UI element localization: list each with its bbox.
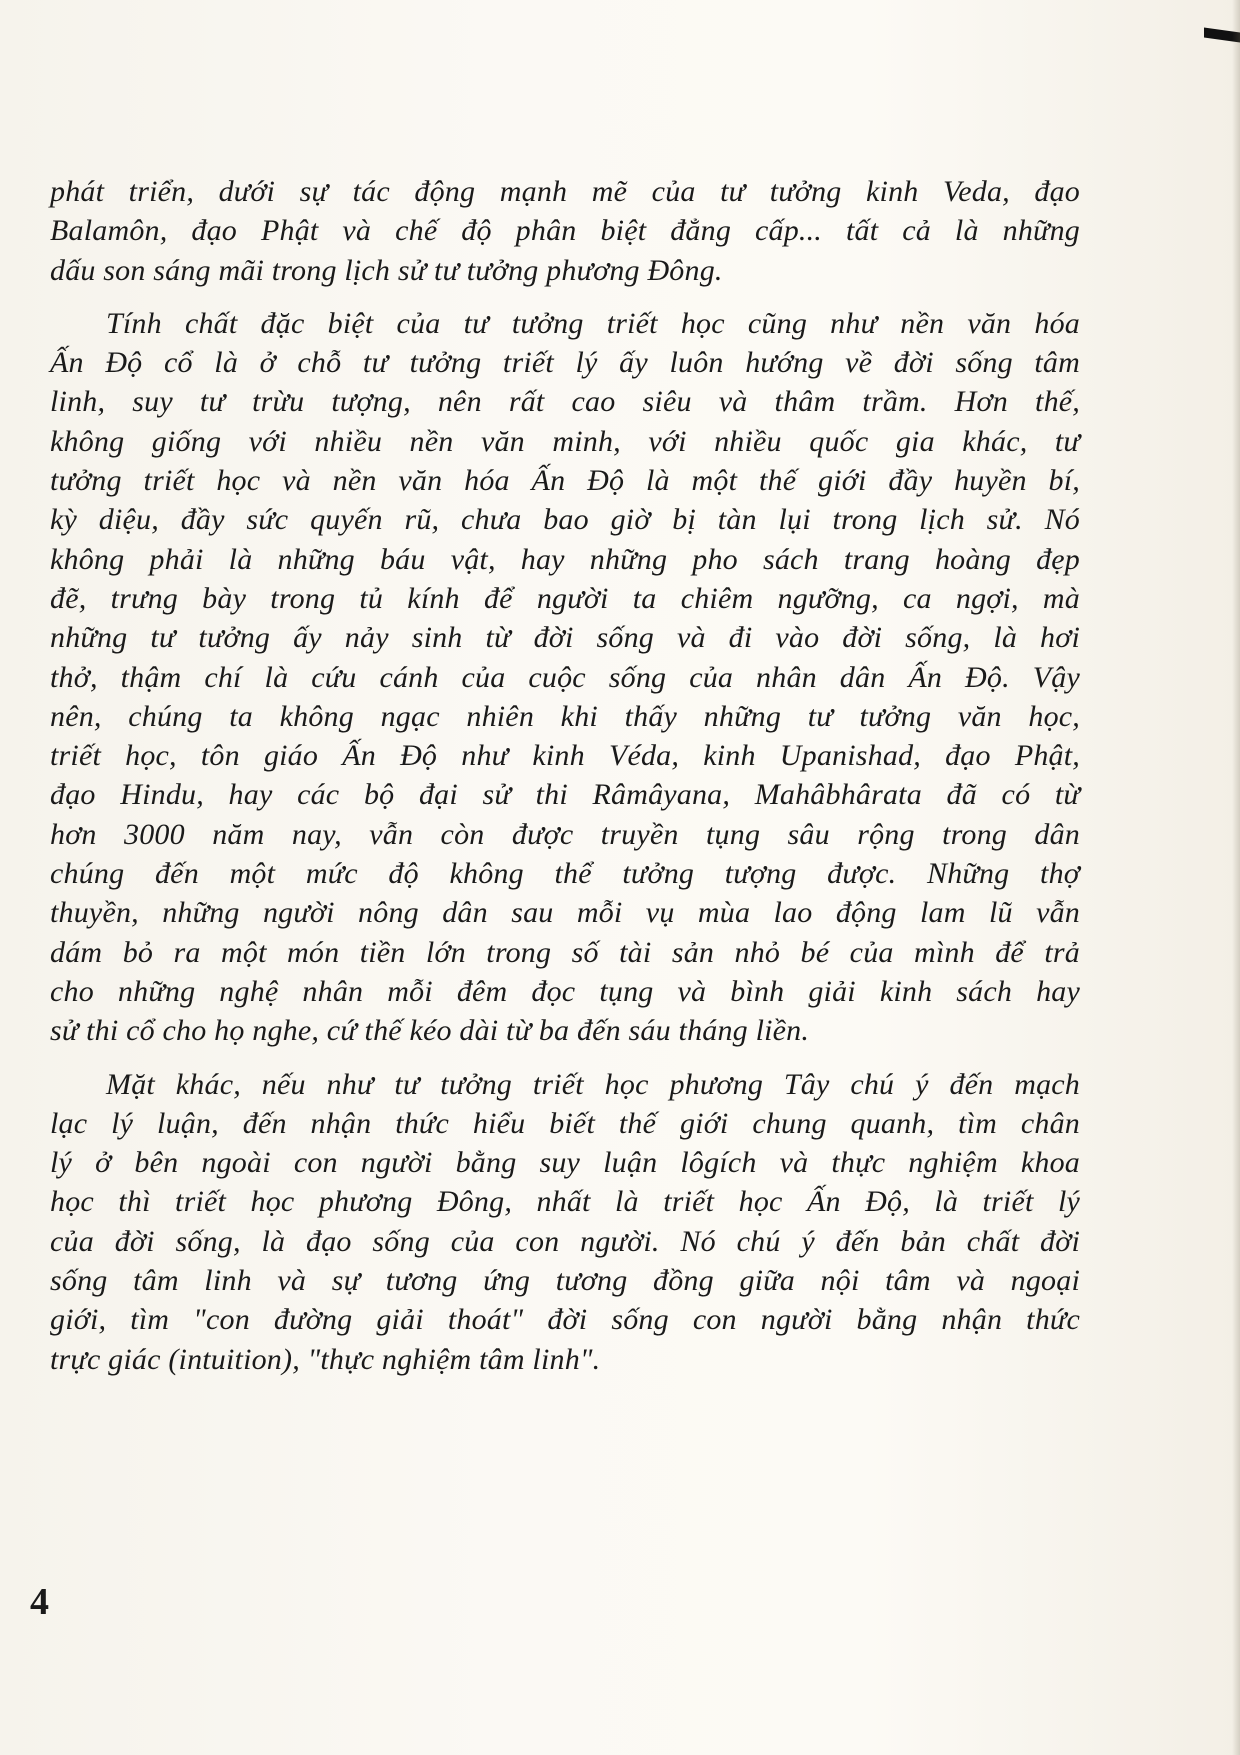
- text-line: của đời sống, là đạo sống của con người. Nó chú ý đến bản chất đời: [50, 1224, 1080, 1258]
- text-line: học thì triết học phương Đông, nhất là triết học Ấn Độ, là triết lý: [50, 1185, 1080, 1219]
- text-line: đẽ, trưng bày trong tủ kính để người ta chiêm ngưỡng, ca ngợi, mà: [50, 581, 1080, 615]
- page-number: 4: [30, 1581, 49, 1623]
- text-line: tưởng triết học và nền văn hóa Ấn Độ là một thế giới đầy huyền bí,: [50, 464, 1080, 498]
- text-line: không phải là những báu vật, hay những pho sách trang hoàng đẹp: [50, 542, 1080, 576]
- text-line: sử thi cổ cho họ nghe, cứ thế kéo dài từ ba đến sáu tháng liền.: [50, 1014, 810, 1048]
- body-text: [50, 172, 1080, 1379]
- text-line: phát triển, dưới sự tác động mạnh mẽ của tư tưởng kinh Veda, đạo: [50, 175, 1080, 208]
- text-line: triết học, tôn giáo Ấn Độ như kinh Véda, kinh Upanishad, đạo Phật,: [50, 739, 1080, 773]
- text-line: Mặt khác, nếu như tư tưởng triết học phương Tây chú ý đến mạch: [106, 1067, 1080, 1101]
- paragraph-2: [50, 304, 1080, 1051]
- text-line: dám bỏ ra một món tiền lớn trong số tài sản nhỏ bé của mình để trả: [50, 935, 1080, 969]
- text-line: Ấn Độ cổ là ở chỗ tư tưởng triết lý ấy luôn hướng về đời sống tâm: [50, 346, 1080, 380]
- text-line: thuyền, những người nông dân sau mỗi vụ mùa lao động lam lũ vẫn: [50, 896, 1080, 930]
- text-line: đạo Hindu, hay các bộ đại sử thi Râmâyana, Mahâbhârata đã có từ: [50, 778, 1080, 812]
- text-line: không giống với nhiều nền văn minh, với nhiều quốc gia khác, tư: [50, 424, 1080, 458]
- text-line: sống tâm linh và sự tương ứng tương đồng giữa nội tâm và ngoại: [50, 1264, 1080, 1298]
- text-line: giới, tìm "con đường giải thoát" đời sống con người bằng nhận thức: [50, 1303, 1080, 1337]
- text-line: Tính chất đặc biệt của tư tưởng triết học cũng như nền văn hóa: [106, 306, 1080, 340]
- text-line: trực giác (intuition), "thực nghiệm tâm linh".: [50, 1342, 601, 1376]
- text-line: linh, suy tư trừu tượng, nên rất cao siêu và thâm trầm. Hơn thế,: [50, 385, 1080, 419]
- text-line: lạc lý luận, đến nhận thức hiểu biết thế giới chung quanh, tìm chân: [50, 1106, 1080, 1140]
- paragraph-1: [50, 172, 1080, 290]
- text-line: hơn 3000 năm nay, vẫn còn được truyền tụng sâu rộng trong dân: [50, 817, 1080, 851]
- text-line: chúng đến một mức độ không thể tưởng tượng được. Những thợ: [50, 857, 1080, 891]
- text-line: lý ở bên ngoài con người bằng suy luận lôgích và thực nghiệm khoa: [50, 1146, 1080, 1180]
- text-line: nên, chúng ta không ngạc nhiên khi thấy những tư tưởng văn học,: [50, 699, 1080, 733]
- paragraph-3: [50, 1065, 1080, 1379]
- text-line: kỳ diệu, đầy sức quyến rũ, chưa bao giờ bị tàn lụi trong lịch sử. Nó: [50, 503, 1080, 537]
- page-edge-shadow: [1232, 0, 1240, 1755]
- text-line: cho những nghệ nhân mỗi đêm đọc tụng và bình giải kinh sách hay: [50, 974, 1080, 1008]
- text-line: dấu son sáng mãi trong lịch sử tư tưởng phương Đông.: [50, 253, 723, 287]
- text-line: thở, thậm chí là cứu cánh của cuộc sống của nhân dân Ấn Độ. Vậy: [50, 660, 1080, 694]
- text-line: Balamôn, đạo Phật và chế độ phân biệt đẳng cấp... tất cả là những: [50, 214, 1080, 248]
- text-line: những tư tưởng ấy nảy sinh từ đời sống và đi vào đời sống, là hơi: [50, 621, 1080, 655]
